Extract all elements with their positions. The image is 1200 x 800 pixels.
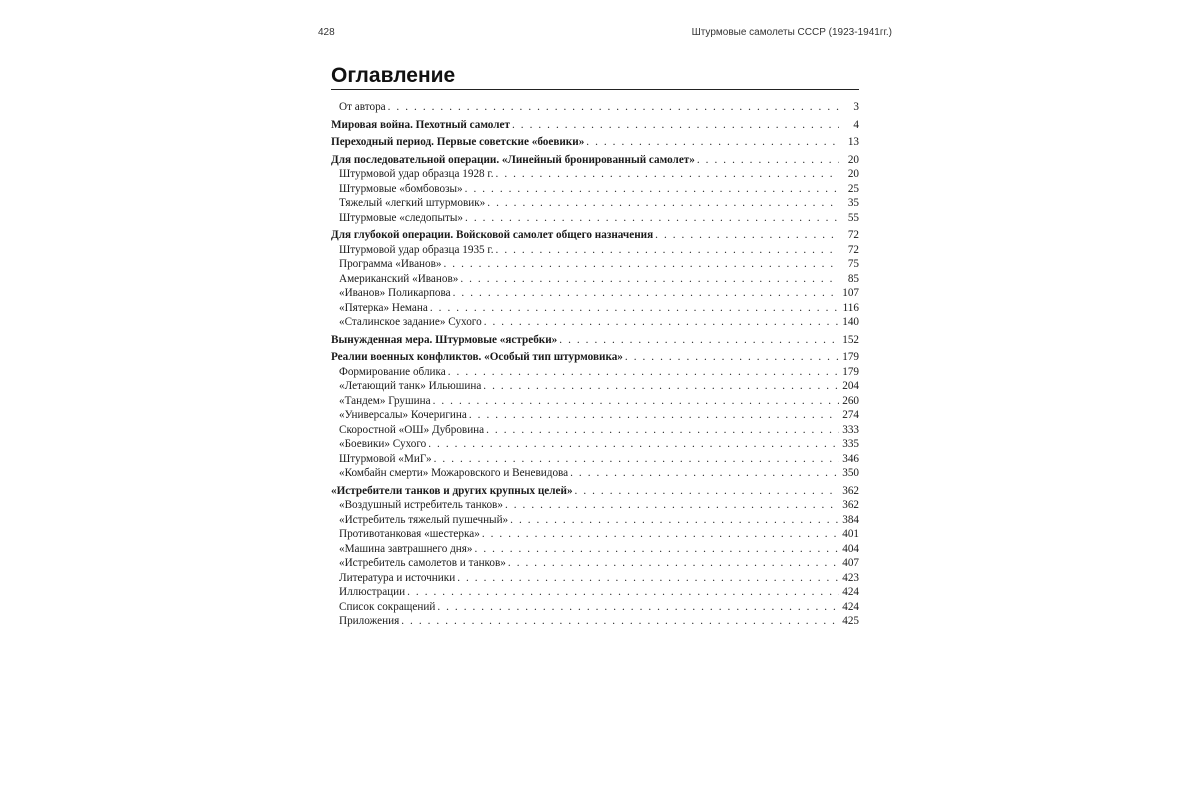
leader-dots xyxy=(465,182,839,197)
toc-entry-page: 424 xyxy=(842,600,859,613)
toc-entry-title: «Комбайн смерти» Можаровского и Веневидова xyxy=(339,467,569,479)
toc-entry-page: 346 xyxy=(842,452,859,465)
toc-entry-title: Противотанковая «шестерка» xyxy=(339,528,480,540)
toc-entry xyxy=(331,556,859,571)
leader-dots xyxy=(586,135,839,150)
toc-entry-page: 404 xyxy=(842,542,859,555)
leader-dots xyxy=(512,118,839,133)
toc-entry xyxy=(331,272,859,287)
toc-entry-title: Тяжелый «легкий штурмовик» xyxy=(339,197,486,209)
toc-entry-title: «Истребитель самолетов и танков» xyxy=(339,557,506,569)
toc-chapter xyxy=(331,333,859,348)
toc-entry xyxy=(331,301,859,316)
leader-dots xyxy=(508,556,839,571)
toc-entry-title: Американский «Иванов» xyxy=(339,272,459,285)
leader-dots xyxy=(465,211,839,226)
toc-entry-title: «Сталинское задание» Сухого xyxy=(339,316,482,328)
toc-entry-page: 75 xyxy=(847,258,859,270)
toc-entry-page: 424 xyxy=(842,586,859,598)
toc-entry xyxy=(331,365,859,380)
toc-chapter xyxy=(331,153,859,168)
leader-dots xyxy=(444,257,840,272)
toc-entry xyxy=(331,182,859,197)
toc-entry-title: Штурмовые «следопыты» xyxy=(339,211,464,224)
leader-dots xyxy=(448,365,839,380)
toc-title: Оглавление xyxy=(331,64,859,90)
toc-entry-title: «Летающий танк» Ильюшина xyxy=(339,380,482,392)
toc-entry xyxy=(331,243,859,258)
toc-entry-page: 423 xyxy=(842,571,859,584)
toc-entry-title: «Иванов» Поликарпова xyxy=(339,287,451,299)
toc-entry-page: 350 xyxy=(842,467,859,479)
toc-chapter xyxy=(331,118,859,133)
toc-entry-page: 85 xyxy=(847,272,859,285)
page-number: 428 xyxy=(318,27,335,38)
leader-dots xyxy=(496,167,839,182)
toc-entry-title: «Пятерка» Немана xyxy=(339,301,428,314)
leader-dots xyxy=(655,228,839,243)
toc-entry-page: 55 xyxy=(847,211,859,224)
toc-chapter-title: Для последовательной операции. «Линейный бронированный самолет» xyxy=(331,153,695,166)
toc-entry xyxy=(331,408,859,423)
toc-entry-page: 179 xyxy=(842,351,859,363)
toc-entry xyxy=(331,196,859,211)
leader-dots xyxy=(625,350,839,365)
toc-entry xyxy=(331,571,859,586)
leader-dots xyxy=(453,286,839,301)
leader-dots xyxy=(483,379,839,394)
toc-chapter-title: Для глубокой операции. Войсковой самолет общего назначения xyxy=(331,229,654,241)
toc-chapter xyxy=(331,484,859,499)
toc-chapter-title: Мировая война. Пехотный самолет xyxy=(331,118,510,131)
toc-entry-page: 333 xyxy=(842,423,859,436)
toc-entry-title: Программа «Иванов» xyxy=(339,258,442,270)
toc-entry-page: 260 xyxy=(842,394,859,407)
toc-entry-page: 72 xyxy=(847,229,859,241)
toc-chapter-title: «Истребители танков и других крупных целей» xyxy=(331,484,573,497)
toc-entry-page: 72 xyxy=(847,243,859,256)
toc-entry-title: Литература и источники xyxy=(339,571,456,584)
toc-entry-page: 25 xyxy=(847,182,859,195)
toc-entry-page: 140 xyxy=(842,316,859,328)
toc-entry xyxy=(331,437,859,452)
toc-entry-title: Штурмовой удар образца 1928 г. xyxy=(339,168,494,180)
toc-entry xyxy=(331,315,859,330)
toc-entry xyxy=(331,600,859,615)
toc-entry-page: 407 xyxy=(842,557,859,569)
toc-entry xyxy=(331,286,859,301)
leader-dots xyxy=(496,243,839,258)
leader-dots xyxy=(401,614,839,629)
toc-entry-page: 335 xyxy=(842,438,859,450)
toc-entry xyxy=(331,498,859,513)
toc-entry xyxy=(331,466,859,481)
leader-dots xyxy=(428,437,839,452)
toc-entry-title: Штурмовые «бомбовозы» xyxy=(339,182,463,195)
leader-dots xyxy=(559,333,839,348)
toc-entry-page: 179 xyxy=(842,365,859,378)
running-header xyxy=(318,27,892,38)
toc-entry-title: Формирование облика xyxy=(339,365,446,378)
leader-dots xyxy=(433,394,839,409)
toc-entry-page: 152 xyxy=(842,333,859,346)
toc-entry-page: 107 xyxy=(842,287,859,299)
toc-entry xyxy=(331,527,859,542)
toc-entry-page: 401 xyxy=(842,528,859,540)
leader-dots xyxy=(475,542,839,557)
leader-dots xyxy=(430,301,839,316)
leader-dots xyxy=(460,272,839,287)
toc-entry xyxy=(331,452,859,467)
leader-dots xyxy=(482,527,839,542)
toc-chapter-title: Вынужденная мера. Штурмовые «ястребки» xyxy=(331,333,558,346)
toc-entry xyxy=(331,167,859,182)
toc-entry xyxy=(331,394,859,409)
leader-dots xyxy=(457,571,839,586)
toc-chapter xyxy=(331,350,859,365)
toc-entry-title: «Боевики» Сухого xyxy=(339,438,427,450)
toc-entry-page: 116 xyxy=(842,301,859,314)
leader-dots xyxy=(505,498,839,513)
toc-entry-title: «Машина завтрашнего дня» xyxy=(339,542,473,555)
toc-entry-title: Скоростной «ОШ» Дубровина xyxy=(339,423,485,436)
leader-dots xyxy=(486,423,839,438)
toc-entry-page: 35 xyxy=(847,197,859,209)
toc-entry-title: Приложения xyxy=(339,615,400,627)
toc-entry-page: 20 xyxy=(847,153,859,166)
toc-entry-page: 13 xyxy=(847,136,859,148)
toc-entry-title: Иллюстрации xyxy=(339,586,406,598)
toc-chapter xyxy=(331,135,859,150)
toc-entry xyxy=(331,379,859,394)
toc-entry xyxy=(331,423,859,438)
toc-entry-title: «Воздушный истребитель танков» xyxy=(339,499,503,511)
toc-entry-title: «Универсалы» Кочеригина xyxy=(339,409,467,421)
leader-dots xyxy=(570,466,839,481)
toc-entry-title: Список сокращений xyxy=(339,600,436,613)
toc-chapter-title: Реалии военных конфликтов. «Особый тип штурмовика» xyxy=(331,351,623,363)
toc-chapter-title: Переходный период. Первые советские «боевики» xyxy=(331,136,585,148)
toc-entry-title: Штурмовой «МиГ» xyxy=(339,452,432,465)
toc-entry xyxy=(331,513,859,528)
leader-dots xyxy=(437,600,839,615)
toc-entry xyxy=(331,211,859,226)
toc-entry-page: 384 xyxy=(842,513,859,526)
leader-dots xyxy=(388,100,839,115)
toc-entry-page: 3 xyxy=(853,101,859,113)
toc-entry-title: От автора xyxy=(339,101,386,113)
toc-entry xyxy=(331,614,859,629)
table-of-contents xyxy=(331,100,859,629)
toc-entry-page: 204 xyxy=(842,380,859,392)
toc-entry-page: 362 xyxy=(842,484,859,497)
toc-entry-title: «Истребитель тяжелый пушечный» xyxy=(339,513,509,526)
leader-dots xyxy=(407,585,839,600)
leader-dots xyxy=(484,315,839,330)
toc-entry-page: 20 xyxy=(847,168,859,180)
toc-entry-title: Штурмовой удар образца 1935 г. xyxy=(339,243,494,256)
leader-dots xyxy=(487,196,839,211)
toc-entry xyxy=(331,542,859,557)
toc-entry-page: 362 xyxy=(842,499,859,511)
leader-dots xyxy=(575,484,839,499)
toc-entry-title: «Тандем» Грушина xyxy=(339,394,431,407)
toc-entry xyxy=(331,100,859,115)
leader-dots xyxy=(434,452,839,467)
toc-entry xyxy=(331,585,859,600)
toc-entry xyxy=(331,257,859,272)
toc-entry-page: 425 xyxy=(842,615,859,627)
toc-chapter xyxy=(331,228,859,243)
toc-entry-page: 274 xyxy=(842,409,859,421)
leader-dots xyxy=(469,408,839,423)
leader-dots xyxy=(697,153,839,168)
leader-dots xyxy=(510,513,839,528)
running-title: Штурмовые самолеты СССР (1923-1941гг.) xyxy=(691,27,892,38)
toc-entry-page: 4 xyxy=(853,118,859,131)
